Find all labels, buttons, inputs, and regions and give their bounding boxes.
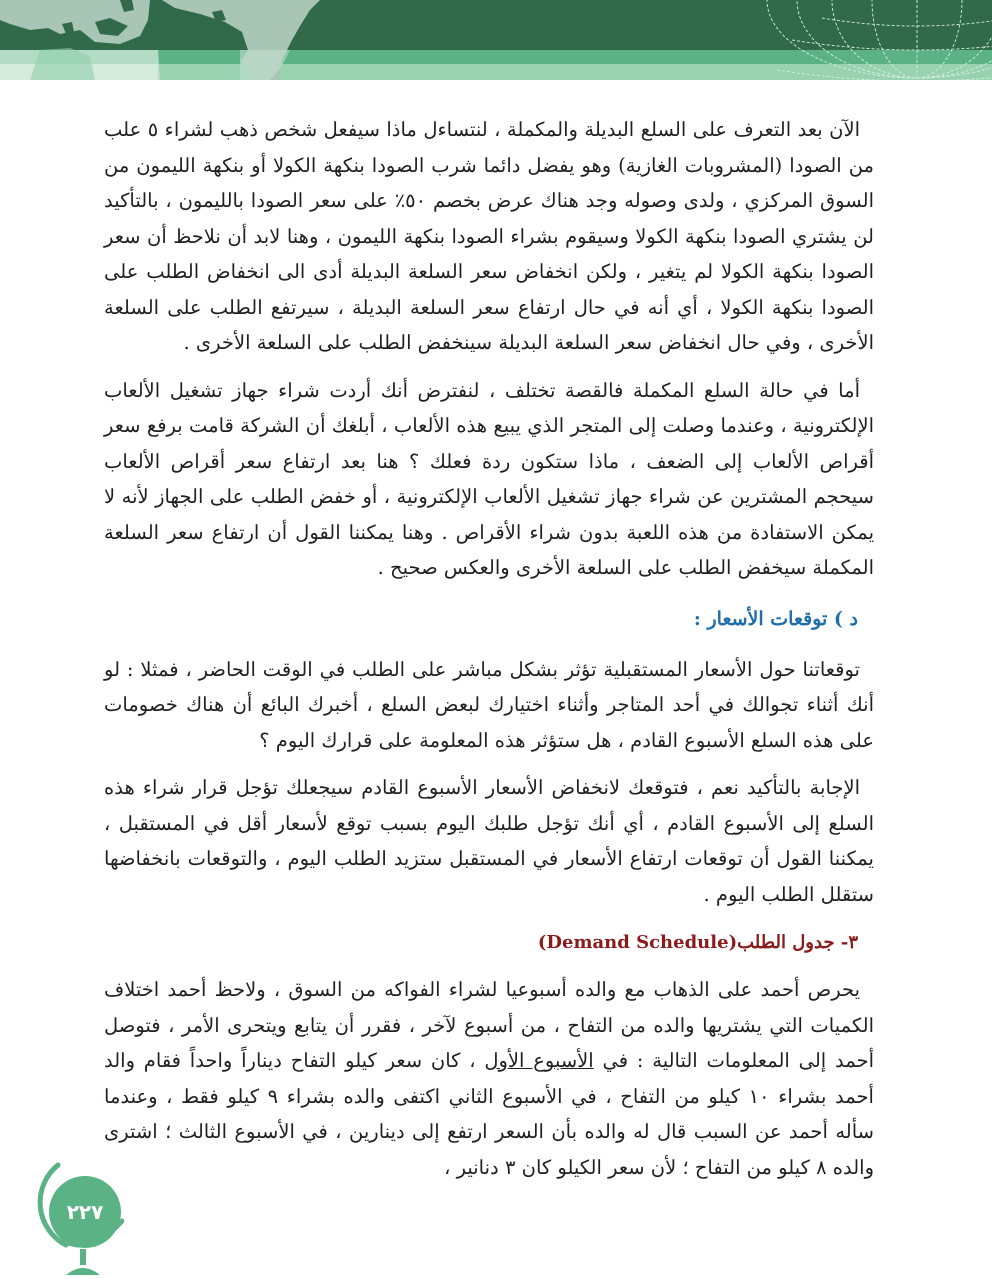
section-heading-demand-schedule: ٣- جدول الطلب(Demand Schedule) [537, 932, 858, 953]
paragraph-text: الآن بعد التعرف على السلع البديلة والمكملة ، لنتساءل ماذا سيفعل شخص ذهب لشراء ٥ علب من الصودا (المشروبات الغازية) وهو يفضل دائما شرب الصودا بنكهة الكولا أو بنكهة الليمون من السوق المركزي ، ولدى وصوله وجد هناك عرض بخصم ٥٠٪ على سعر الصودا بالليمون ، بالتأكيد لن يشتري الصودا بنكهة الكولا وسيقوم بشراء الصودا بنكهة الليمون ، وهنا لابد أن نلاحظ أن سعر الصودا بنكهة الكولا لم يتغير ، ولكن انخفاض سعر السلعة البديلة أدى الى انخفاض الطلب على الصودا بنكهة الكولا ، أي أنه في حال ارتفاع سعر السلعة البديلة ، سيرتفع الطلب على السلعة الأخرى ، وفي حال انخفاض سعر السلعة البديلة سينخفض الطلب على السلعة الأخرى . [104, 118, 875, 354]
globe-grid-icon [762, 0, 992, 80]
world-map-icon [0, 0, 320, 80]
page-number-badge [34, 1157, 124, 1275]
paragraph-expectations-intro [104, 652, 874, 759]
section-heading-price-expectations: د ) توقعات الأسعار : [693, 607, 858, 630]
paragraph-substitute-goods [104, 112, 874, 361]
paragraph-complementary-goods [104, 373, 874, 586]
header-banner [0, 0, 992, 80]
paragraph-text: توقعاتنا حول الأسعار المستقبلية تؤثر بشكل مباشر على الطلب في الوقت الحاضر ، فمثلا : لو أنك أثناء تجوالك في أحد المتاجر وأثناء اختيارك لبعض السلع ، أخبرك البائع أن هناك خصومات على هذه السلع الأسبوع القادم ، هل ستؤثر هذه المعلومة على قرارك اليوم ؟ [104, 657, 874, 752]
underlined-first-week: الأسبوع الأول [484, 1049, 594, 1072]
page-number: ٢٢٧ [66, 1200, 104, 1224]
paragraph-expectations-answer [104, 770, 874, 912]
paragraph-text: أما في حالة السلع المكملة فالقصة تختلف ، لنفترض أنك أردت شراء جهاز تشغيل الألعاب الإلكترونية ، وعندما وصلت إلى المتجر الذي يبيع هذه الألعاب ، أبلغك أن الشركة قامت برفع سعر أقراص الألعاب إلى الضعف ، ماذا ستكون ردة فعلك ؟ هنا بعد ارتفاع سعر أقراص الألعاب سيحجم المشترين عن شراء جهاز تشغيل الألعاب الإلكترونية ، أو خفض الطلب على الجهاز لأنه لا يمكن الاستفادة من هذه اللعبة بدون شراء الأقراص . وهنا يمكننا القول أن ارتفاع سعر السلعة المكملة سيخفض الطلب على السلعة الأخرى والعكس صحيح . [104, 378, 874, 579]
paragraph-text: يحرص أحمد على الذهاب مع والده أسبوعيا لشراء الفواكه من السوق ، ولاحظ أحمد اختلاف الكميات التي يشتريها والده من التفاح ، من أسبوع لآخر ، فقرر أن يتابع ويتحرى الأمر ، فتوصل أحمد إلى المعلومات التالية : في [104, 978, 874, 1072]
paragraph-ahmed-apples [104, 972, 874, 1185]
page-content [104, 112, 874, 1197]
paragraph-text: ، كان سعر كيلو التفاح ديناراً واحداً فقام والد أحمد بشراء ١٠ كيلو من التفاح ، في الأسبوع الثاني اكتفى والده بشراء ٩ كيلو فقط ، وعندما سأله أحمد عن السبب قال له والده بأن السعر ارتفع إلى دينارين ، في الأسبوع الثالث ؛ اشترى والده ٨ كيلو من التفاح ؛ لأن سعر الكيلو كان ٣ دنانير ، [104, 1049, 874, 1179]
paragraph-text: الإجابة بالتأكيد نعم ، فتوقعك لانخفاض الأسعار الأسبوع القادم سيجعلك تؤجل قرار شراء هذه السلع إلى الأسبوع القادم ، أي أنك تؤجل طلبك اليوم بسبب توقع لأسعار أقل في المستقبل ، يمكننا القول أن توقعات ارتفاع الأسعار في المستقبل ستزيد الطلب اليوم ، والتوقعات بانخفاضها ستقلل الطلب اليوم . [104, 776, 874, 906]
